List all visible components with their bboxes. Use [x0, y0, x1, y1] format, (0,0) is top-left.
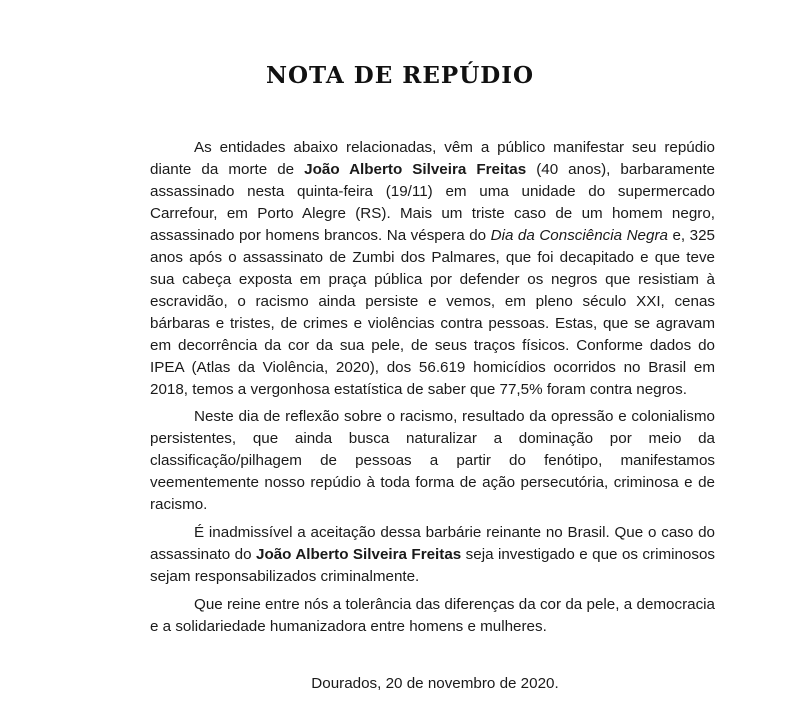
paragraph-2	[150, 406, 715, 516]
paragraph-4-text: Que reine entre nós a tolerância das diferenças da cor da pele, a democracia e a solidariedade humanizadora entre homens e mulheres.	[150, 596, 715, 635]
paragraph-3-text-1: É inadmissível a aceitação dessa barbárie reinante no Brasil. Que o caso do assassinato do	[150, 524, 715, 563]
place-and-date: Dourados, 20 de novembro de 2020.	[311, 675, 559, 692]
paragraph-2-text: Neste dia de reflexão sobre o racismo, resultado da opressão e colonialismo persistentes, que ainda busca naturalizar a dominação por meio da classificação/pilhagem de pessoas a partir do fenótipo, manifestamos veementemente nosso repúdio à toda forma de ação persecutória, criminosa e de racismo.	[150, 408, 715, 513]
paragraph-1	[150, 137, 715, 401]
victim-name-bold-2: João Alberto Silveira Freitas	[256, 546, 462, 563]
paragraph-3-text-2: seja investigado e que os criminosos sejam responsabilizados criminalmente.	[150, 546, 716, 585]
paragraph-4	[150, 594, 715, 638]
victim-name-bold: João Alberto Silveira Freitas	[304, 161, 527, 178]
paragraph-1-text-1: As entidades abaixo relacionadas, vêm a público manifestar seu repúdio diante da morte de	[150, 139, 715, 178]
document-body	[150, 137, 715, 643]
consciousness-day-italic: Dia da Consciência Negra	[490, 227, 668, 244]
paragraph-1-text-2: (40 anos), barbaramente assassinado nesta quinta-feira (19/11) em uma unidade do supermercado Carrefour, em Porto Alegre (RS). Mais um triste caso de um homem negro, assassinado por homens brancos. Na véspera do	[150, 161, 715, 244]
document-title: NOTA DE REPÚDIO	[266, 62, 534, 89]
paragraph-1-text-3: e, 325 anos após o assassinato de Zumbi dos Palmares, que foi decapitado e que teve sua cabeça exposta em praça pública por defender os negros que resistiam à escravidão, o racismo ainda persiste e vemos, em pleno século XXI, cenas bárbaras e tristes, de crimes e violências contra pessoas. Estas, que se agravam em decorrência da cor da sua pele, de seus traços físicos. Conforme dados do IPEA (Atlas da Violência, 2020), dos 56.619 homicídios ocorridos no Brasil em 2018, temos a vergonhosa estatística de saber que 77,5% foram contra negros.	[150, 227, 715, 398]
paragraph-3	[150, 522, 715, 588]
